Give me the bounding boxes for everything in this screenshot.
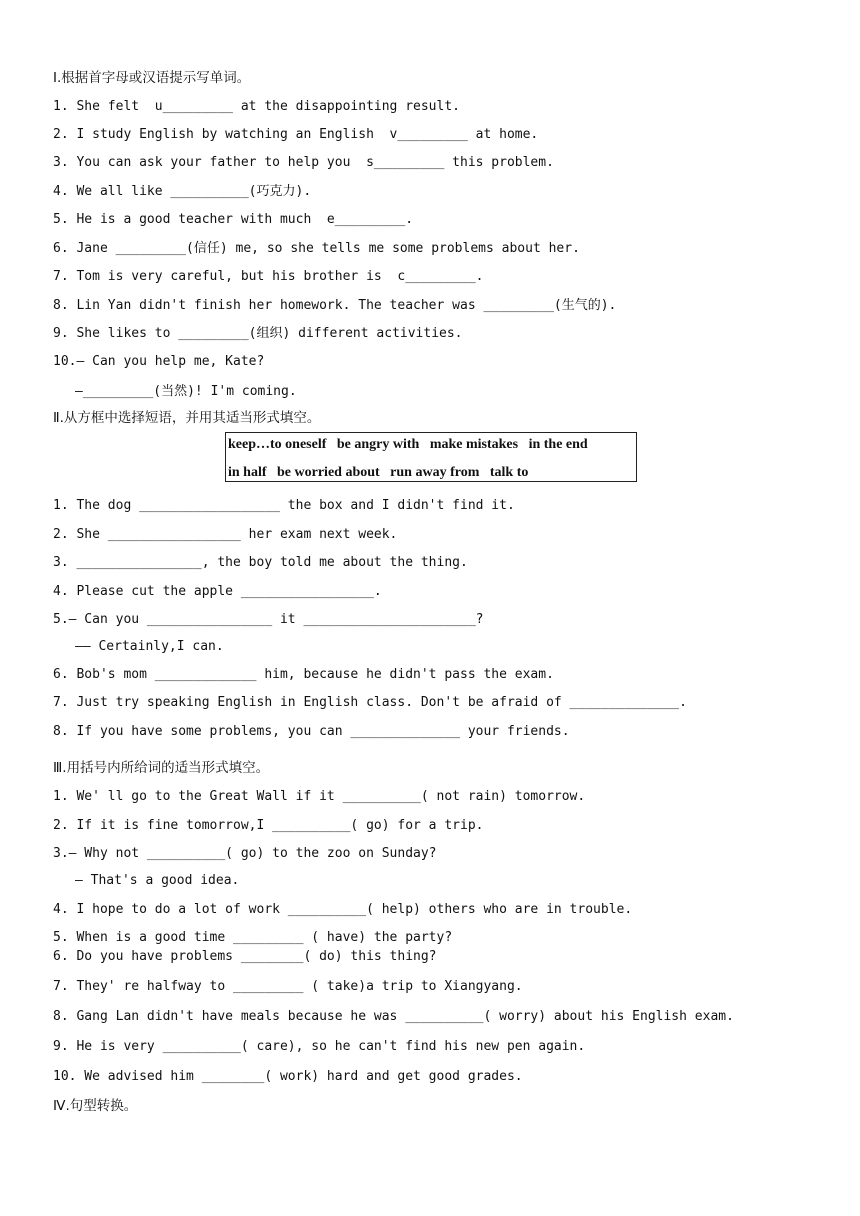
section-3-heading: Ⅲ.用括号内所给词的适当形式填空。 <box>53 760 270 776</box>
part3-q2: 2. If it is fine tomorrow,I __________( go) for a trip. <box>53 818 484 833</box>
part3-q8: 8. Gang Lan didn't have meals because he was __________( worry) about his English exam. <box>53 1009 734 1024</box>
part3-q3: 3.— Why not __________( go) to the zoo on Sunday? <box>53 846 437 861</box>
part3-q1: 1. We' ll go to the Great Wall if it __________( not rain) tomorrow. <box>53 789 586 804</box>
part2-q3: 3. ________________, the boy told me about the thing. <box>53 555 468 570</box>
part1-q10: 10.— Can you help me, Kate? <box>53 354 265 369</box>
part1-q4: 4. We all like __________(巧克力). <box>53 184 312 199</box>
part2-q4: 4. Please cut the apple _________________. <box>53 584 382 599</box>
part3-q7: 7. They' re halfway to _________ ( take)a trip to Xiangyang. <box>53 979 523 994</box>
section-1-heading: Ⅰ.根据首字母或汉语提示写单词。 <box>53 70 251 86</box>
part2-q5-answer: —— Certainly,I can. <box>75 639 224 654</box>
phrase-row-2: in half be worried about run away from talk to <box>228 465 529 480</box>
part3-q6: 6. Do you have problems ________( do) this thing? <box>53 949 437 964</box>
part2-q2: 2. She _________________ her exam next week. <box>53 527 398 542</box>
part1-q5: 5. He is a good teacher with much e_________. <box>53 212 414 227</box>
part1-q1: 1. She felt u_________ at the disappointing result. <box>53 99 460 114</box>
part1-q2: 2. I study English by watching an English v_________ at home. <box>53 127 539 142</box>
part2-q8: 8. If you have some problems, you can ______________ your friends. <box>53 724 570 739</box>
part2-q7: 7. Just try speaking English in English class. Don't be afraid of ______________. <box>53 695 687 710</box>
phrase-row-1: keep…to oneself be angry with make mistakes in the end <box>228 437 588 452</box>
part3-q9: 9. He is very __________( care), so he can't find his new pen again. <box>53 1039 586 1054</box>
part3-q5: 5. When is a good time _________ ( have) the party? <box>53 930 453 945</box>
part3-q10: 10. We advised him ________( work) hard and get good grades. <box>53 1069 523 1084</box>
part2-q6: 6. Bob's mom _____________ him, because he didn't pass the exam. <box>53 667 554 682</box>
part2-q1: 1. The dog __________________ the box and I didn't find it. <box>53 498 515 513</box>
part1-q9: 9. She likes to _________(组织) different activities. <box>53 326 463 341</box>
part3-q3-answer: — That's a good idea. <box>75 873 240 888</box>
part1-q10-answer: —_________(当然)! I'm coming. <box>75 384 297 399</box>
section-2-heading: Ⅱ.从方框中选择短语，并用其适当形式填空。 <box>53 410 321 426</box>
part2-q5: 5.— Can you ________________ it ______________________? <box>53 612 484 627</box>
part1-q6: 6. Jane _________(信任) me, so she tells me some problems about her. <box>53 241 580 256</box>
part1-q3: 3. You can ask your father to help you s_________ this problem. <box>53 155 554 170</box>
section-4-heading: Ⅳ.句型转换。 <box>53 1098 138 1114</box>
part3-q4: 4. I hope to do a lot of work __________( help) others who are in trouble. <box>53 902 633 917</box>
phrase-box <box>225 432 637 482</box>
part1-q8: 8. Lin Yan didn't finish her homework. The teacher was _________(生气的). <box>53 298 617 313</box>
part1-q7: 7. Tom is very careful, but his brother is c_________. <box>53 269 484 284</box>
